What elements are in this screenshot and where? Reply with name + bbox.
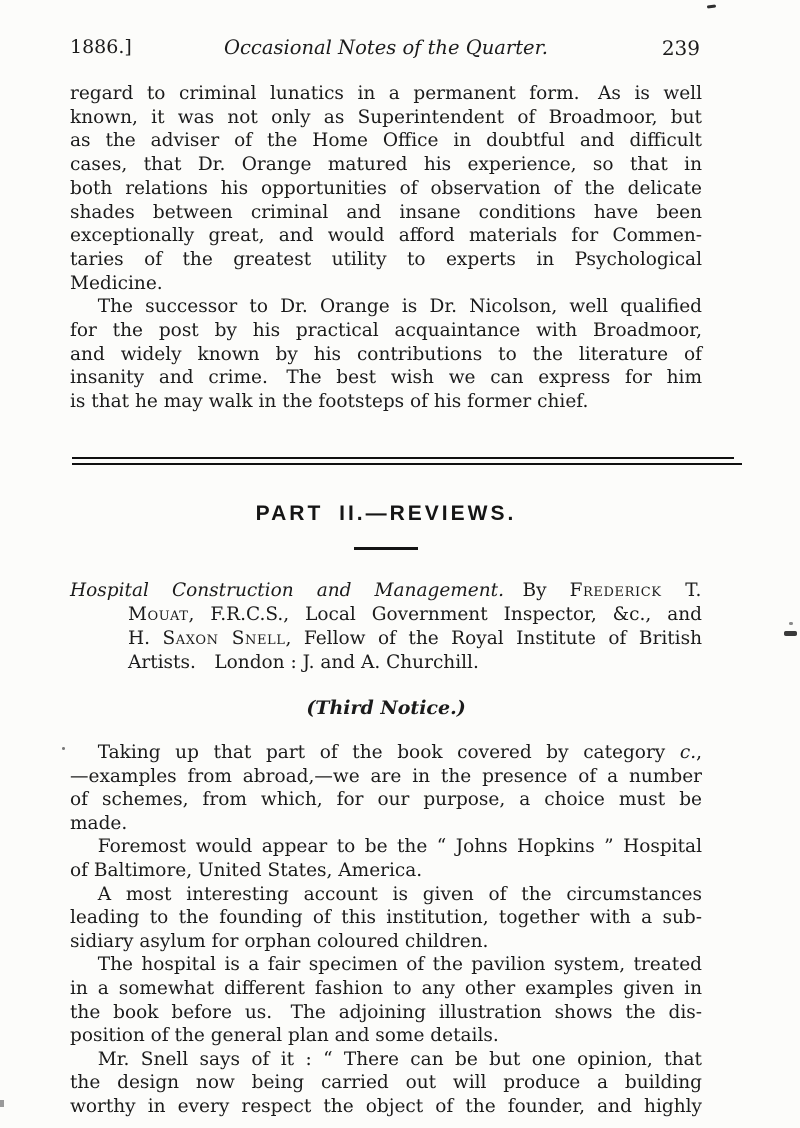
text-line xyxy=(70,390,702,414)
text-line xyxy=(70,248,702,272)
plain-text: both relations his opportunities of observation of the delicate xyxy=(70,177,702,199)
scan-speck-left-edge xyxy=(0,1100,4,1107)
review-paragraph xyxy=(70,741,702,835)
divider-rule-top xyxy=(72,457,734,459)
notes-paragraph xyxy=(70,82,702,295)
notice-line: (Third Notice.) xyxy=(306,697,466,719)
smallcaps-name: Frederick T. xyxy=(569,580,702,601)
plain-text: Foremost would appear to be the “ Johns Hopkins ” Hospital xyxy=(97,836,702,858)
plain-text: The hospital is a fair specimen of the pavilion system, treated xyxy=(97,954,702,976)
plain-text: , Fellow of the Royal Institute of British xyxy=(285,628,702,649)
text-line xyxy=(70,82,702,106)
text-line xyxy=(70,319,702,343)
text-line xyxy=(70,366,702,390)
text-line xyxy=(70,883,702,907)
text-line xyxy=(70,835,702,859)
plain-text: H. xyxy=(128,628,163,649)
italic-text: Hospital Construction and Management. xyxy=(70,580,504,601)
plain-text: regard to criminal lunatics in a permanent form. As is well xyxy=(70,83,702,104)
text-line xyxy=(70,106,702,130)
smallcaps-name: Saxon Snell xyxy=(162,628,286,649)
text-line xyxy=(70,930,702,954)
plain-text: made. xyxy=(70,812,128,834)
book-citation xyxy=(70,579,702,675)
text-line xyxy=(70,977,702,1001)
plain-text: sidiary asylum for orphan coloured children. xyxy=(70,930,489,952)
review-paragraph xyxy=(70,835,702,882)
section-divider xyxy=(72,457,742,465)
italic-text: c. xyxy=(679,742,697,763)
text-line xyxy=(70,224,702,248)
text-line xyxy=(70,859,702,883)
text-line xyxy=(70,1048,702,1072)
text-line xyxy=(70,906,702,930)
smallcaps-name: Mouat xyxy=(128,604,189,625)
plain-text: insanity and crime. The best wish we can express for him xyxy=(70,367,702,389)
plain-text: , xyxy=(696,742,702,763)
text-line xyxy=(70,153,702,177)
plain-text: of schemes, from which, for our purpose, a choice must be xyxy=(70,789,702,811)
plain-text: shades between criminal and insane conditions have been xyxy=(70,201,702,223)
volume-year: 1886.] xyxy=(70,36,132,58)
text-line xyxy=(128,651,702,675)
plain-text: Medicine. xyxy=(70,272,163,294)
plain-text: of Baltimore, United States, America. xyxy=(70,859,423,881)
plain-text: as the adviser of the Home Office in doubtful and difficult xyxy=(70,130,702,152)
text-line xyxy=(70,741,702,765)
review-paragraph xyxy=(70,953,702,1047)
scan-speck-right-margin-small xyxy=(789,622,793,625)
text-line xyxy=(70,812,702,836)
notes-paragraph xyxy=(70,295,702,414)
plain-text: the book before us. The adjoining illustration shows the dis- xyxy=(70,1001,702,1023)
review-paragraph xyxy=(70,883,702,954)
running-title: Occasional Notes of the Quarter. xyxy=(224,36,548,59)
plain-text: taries of the greatest utility to experts in Psychological xyxy=(70,248,702,270)
plain-text: Artists. London : J. and A. Churchill. xyxy=(128,652,479,673)
text-line xyxy=(70,343,702,367)
plain-text: in a somewhat different fashion to any other examples given in xyxy=(70,977,702,999)
text-line xyxy=(70,1071,702,1095)
plain-text: Mr. Snell says of it : “ There can be but one opinion, that xyxy=(97,1048,702,1070)
part-heading: PART II.—REVIEWS. xyxy=(255,502,517,525)
scan-speck-right-margin xyxy=(784,631,797,636)
plain-text: A most interesting account is given of the circumstances xyxy=(97,883,702,905)
plain-text: the design now being carried out will produce a building xyxy=(70,1072,702,1094)
text-line xyxy=(70,765,702,789)
plain-text: The successor to Dr. Orange is Dr. Nicolson, well qualified xyxy=(97,296,702,318)
plain-text: leading to the founding of this institution, together with a sub- xyxy=(70,907,702,929)
scan-speck-left-margin xyxy=(62,747,65,750)
plain-text: known, it was not only as Superintendent of Broadmoor, but xyxy=(70,106,702,128)
plain-text: is that he may walk in the footsteps of his former chief. xyxy=(70,391,589,413)
divider-rule-bottom xyxy=(72,463,742,465)
plain-text: —examples from abroad,—we are in the presence of a number xyxy=(70,765,702,787)
text-line xyxy=(70,129,702,153)
text-line xyxy=(70,788,702,812)
text-line xyxy=(70,295,702,319)
page-number: 239 xyxy=(661,36,700,60)
plain-text: for the post by his practical acquaintance with Broadmoor, xyxy=(70,320,702,342)
text-line xyxy=(70,953,702,977)
plain-text: cases, that Dr. Orange matured his experience, so that in xyxy=(70,154,702,176)
review-paragraph xyxy=(70,1048,702,1119)
text-line xyxy=(70,177,702,201)
heading-rule xyxy=(354,547,418,550)
text-line xyxy=(70,1001,702,1025)
text-line xyxy=(128,603,702,627)
plain-text: Taking up that part of the book covered by category xyxy=(97,742,680,763)
review-section xyxy=(70,741,702,1119)
text-line xyxy=(70,1024,702,1048)
text-line xyxy=(128,627,702,651)
text-line xyxy=(70,1095,702,1119)
plain-text: , F.R.C.S., Local Government Inspector, &c., and xyxy=(188,604,702,625)
plain-text: and widely known by his contributions to the literature of xyxy=(70,343,702,365)
page-header xyxy=(70,36,702,62)
text-line xyxy=(70,272,702,296)
text-line xyxy=(70,201,702,225)
text-line xyxy=(70,579,702,603)
plain-text: position of the general plan and some details. xyxy=(70,1025,499,1047)
plain-text: By xyxy=(503,580,570,601)
plain-text: exceptionally great, and would afford materials for Commen- xyxy=(70,225,702,247)
plain-text: worthy in every respect the object of the founder, and highly xyxy=(70,1095,702,1117)
notes-section xyxy=(70,82,702,414)
scan-speck-top-right xyxy=(707,4,716,8)
